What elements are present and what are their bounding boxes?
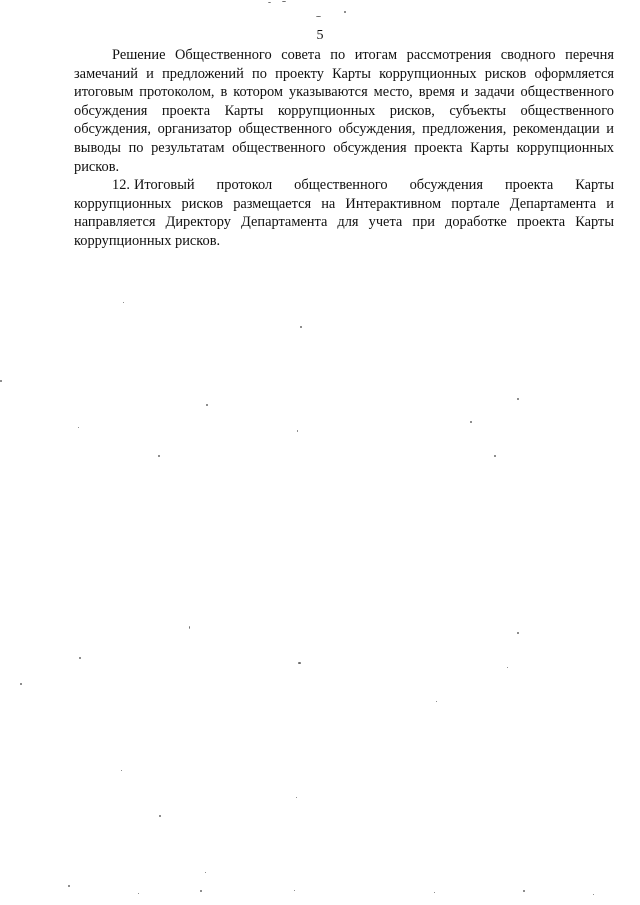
paragraph-12-final-protocol [74, 176, 614, 250]
scan-speck [523, 890, 525, 892]
scan-speck [297, 430, 298, 432]
scan-speck [78, 427, 79, 428]
scan-speck [470, 421, 472, 423]
paragraph-text: Решение Общественного совета по итогам рассмотрения сводного перечня замечаний и предложений по проекту Карты коррупционных рисков оформляется итоговым протоколом, в котором указываются место, время и задачи общественного обсуждения проекта Карты коррупционных рисков, субъекты общественного обсуждения, организатор общественного обсуждения, предложения, рекомендации и выводы по результатам общественного обсуждения проекта Карты коррупционных рисков. [74, 47, 614, 175]
scan-speck [138, 893, 139, 894]
scan-speck [123, 302, 124, 303]
scan-speck [593, 894, 594, 895]
scan-speck [517, 398, 519, 400]
scan-speck [158, 455, 160, 457]
scan-speck [507, 667, 508, 668]
scan-speck [205, 872, 206, 873]
scan-speck [0, 380, 2, 382]
scan-speck [300, 326, 302, 328]
scan-speck [282, 1, 286, 2]
scan-speck [344, 11, 346, 13]
scan-speck [517, 632, 519, 634]
scan-speck [434, 892, 435, 893]
scan-speck [298, 662, 301, 664]
scan-speck [159, 815, 161, 817]
paragraph-public-council-decision [74, 46, 614, 176]
document-body [74, 46, 614, 251]
scan-speck [121, 770, 122, 771]
paragraph-text: Итоговый протокол общественного обсуждения проекта Карты коррупционных рисков размещается на Интерактивном портале Департамента и направляется Директору Департамента для учета при доработке проекта Карты коррупционных рисков. [74, 177, 614, 249]
page-number: 5 [316, 28, 324, 43]
paragraph-number: 12. [112, 177, 130, 194]
scan-speck [316, 16, 321, 17]
scan-speck [79, 657, 81, 659]
scan-speck [20, 683, 22, 685]
scan-speck [68, 885, 70, 887]
scan-speck [436, 701, 437, 702]
scan-speck [200, 890, 202, 892]
scan-speck [494, 455, 496, 457]
scan-speck [268, 2, 271, 3]
scan-speck [296, 797, 297, 798]
scan-speck [189, 626, 190, 629]
scan-speck [294, 890, 295, 891]
scan-speck [206, 404, 208, 406]
